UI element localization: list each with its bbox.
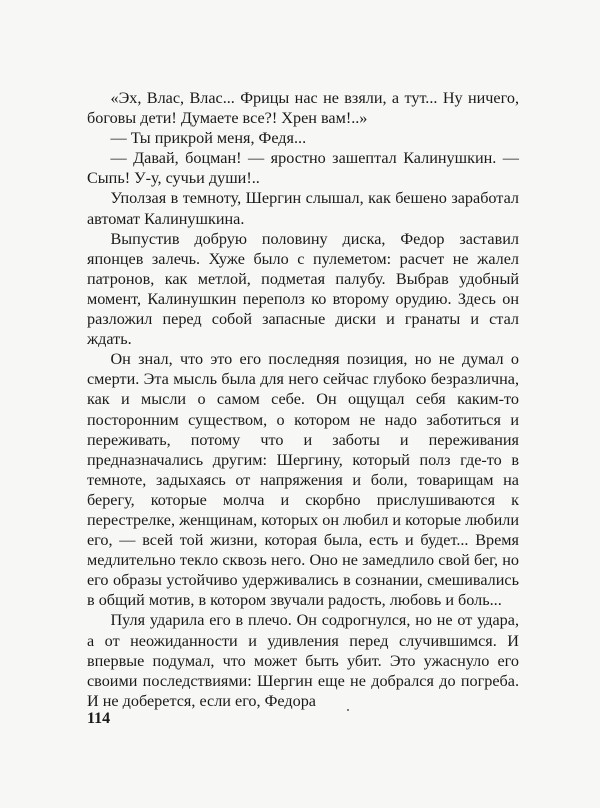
paragraph-5: Выпустив добрую половину диска, Федор заставил японцев залечь. Хуже было с пулеметом: расчет не жалел патронов, как метлой, подметая палубу. Выбрав удобный момент, Калинушкин переполз ко второму орудию. Здесь он разложил перед собой запасные диски и гранаты и стал ждать. <box>87 229 519 349</box>
paragraph-7: Пуля ударила его в плечо. Он содрогнулся, но не от удара, а от неожиданности и удивления перед случившимся. И впервые подумал, что может быть убит. Это ужаснуло его своими последствиями: Шергин еще не добрался до погреба. И не доберется, если его, Федора <box>87 611 519 710</box>
print-speck <box>347 709 349 711</box>
paragraph-4: Уползая в темноту, Шергин слышал, как бешено заработал автомат Калинушкина. <box>87 189 519 228</box>
paragraph-1: «Эх, Влас, Влас... Фрицы нас не взяли, а тут... Ну ничего, боговы дети! Думаете все?! Хрен вам!..» <box>87 89 519 128</box>
paragraph-3: — Давай, боцман! — яростно зашептал Калинушкин. — Сыпь! У-у, сучьи души!.. <box>87 149 519 188</box>
body-text <box>87 88 519 711</box>
paragraph-6: Он знал, что это его последняя позиция, но не думал о смерти. Эта мысль была для него сейчас глубоко безразлична, как и мысли о самом себе. Он ощущал себя каким-то посторонним существом, о котором не надо заботиться и переживать, потому что и заботы и переживания предназначались другим: Шергину, который полз где-то в темноте, задыхаясь от напряжения и боли, товарищам на берегу, которые молча и скорбно прислушиваются к перестрелке, женщинам, которых он любил и которые любили его, — всей той жизни, которая была, есть и будет... Время медлительно текло сквозь него. Оно не замедлило свой бег, но его образы устойчиво удерживались в сознании, смешивались в общий мотив, в котором звучали радость, любовь и боль... <box>87 350 519 610</box>
page-number: 114 <box>87 710 111 727</box>
paragraph-2: — Ты прикрой меня, Федя... <box>110 129 307 148</box>
